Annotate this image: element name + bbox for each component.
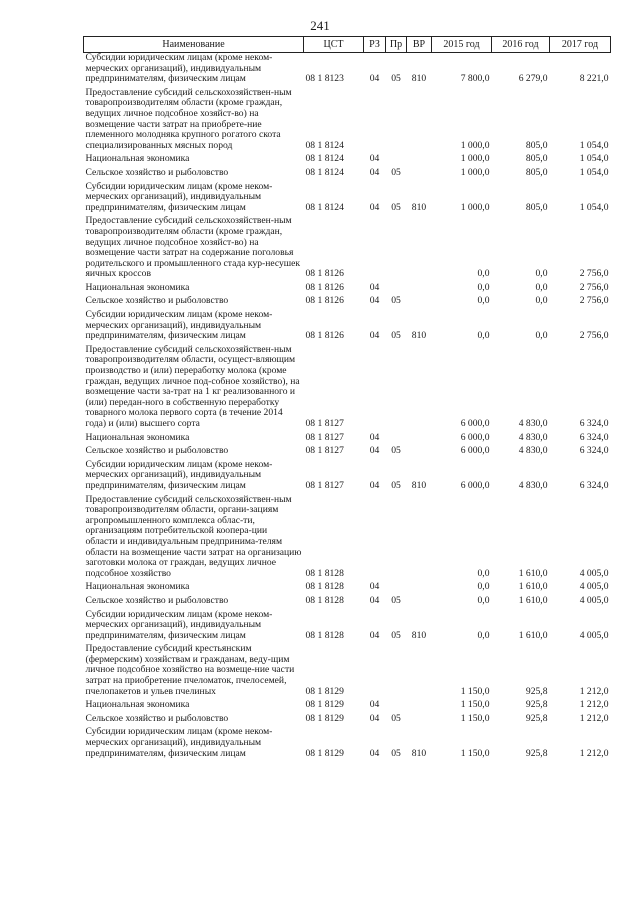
row-rz: 04 [369,629,380,641]
row-2015: 1 000,0 [460,153,490,165]
row-2017: 1 212,0 [579,699,609,711]
row-vr [407,345,432,433]
row-name: Субсидии юридическим лицам (кроме неком-мерческих организаций), индивидуальным предпринимателям, физическим лицам [85,726,273,759]
row-pr: 05 [391,73,401,85]
row-pr: 05 [391,747,401,759]
row-name: Сельское хозяйство и рыболовство [85,712,229,724]
row-vr: 810 [411,201,427,213]
row-name: Предоставление субсидий сельскохозяйствен-ным товаропроизводителям области, органи-зациям агропромышленного комплекса облас-ти, организациям потребительской коопера-ции области и индивидуальным предпринима-телям области на возмещение части затрат на организацию заготовки молока от граждан, ведущих личное подсобное хозяйство [85,493,302,579]
row-2017: 4 005,0 [579,581,609,593]
row-rz: 04 [369,330,380,342]
row-pr: 05 [391,201,401,213]
row-pr [386,154,407,168]
row-cst: 08 1 8127 [305,418,344,429]
row-2017: 1 212,0 [579,747,609,759]
header-2015: 2015 год [432,37,492,53]
row-vr [407,296,432,310]
row-2016: 0,0 [535,268,548,280]
row-pr [386,644,407,700]
row-cst: 08 1 8126 [305,295,344,307]
row-2016: 6 279,0 [518,73,548,85]
row-rz: 04 [369,431,380,443]
row-vr: 810 [411,629,427,641]
row-2016: 805,0 [525,166,548,178]
row-2016: 1 610,0 [518,629,548,641]
row-name: Сельское хозяйство и рыболовство [85,445,229,457]
row-2017: 1 054,0 [579,153,609,165]
header-rz: РЗ [364,37,386,53]
table-row [84,182,611,217]
row-2017: 1 054,0 [579,166,609,178]
row-cst: 08 1 8127 [305,479,344,491]
row-2015: 1 150,0 [460,712,490,724]
row-name: Сельское хозяйство и рыболовство [85,594,229,606]
table-row [84,596,611,610]
row-2015: 1 000,0 [460,166,490,178]
row-name: Субсидии юридическим лицам (кроме неком-мерческих организаций), индивидуальным предпринимателям, физическим лицам [85,309,273,342]
row-rz: 04 [369,712,380,724]
row-cst: 08 1 8129 [305,747,344,759]
row-2017: 1 212,0 [579,712,609,724]
row-name: Субсидии юридическим лицам (кроме неком-мерческих организаций), индивидуальным предпринимателям, физическим лицам [85,608,273,641]
row-pr [386,216,407,283]
row-rz [364,216,386,283]
row-name: Сельское хозяйство и рыболовство [85,166,229,178]
row-2015: 1 150,0 [460,685,490,697]
row-cst: 08 1 8127 [305,445,344,457]
table-row [84,283,611,297]
row-cst: 08 1 8127 [305,431,344,443]
table-row [84,310,611,345]
row-2016: 805,0 [525,139,548,151]
row-2017: 6 324,0 [579,445,609,457]
row-2016: 1 610,0 [518,581,548,593]
row-2016: 0,0 [535,281,548,293]
row-2017: 6 324,0 [579,431,609,443]
table-row [84,714,611,728]
row-2016: 4 830,0 [518,479,548,491]
table-row [84,644,611,700]
row-vr [407,88,432,155]
row-name: Предоставление субсидий сельскохозяйствен-ным товаропроизводителям области (кроме граждан, ведущих личное подсобное хозяйст-во) на возмещение части затрат на содержание поголовья родительского и промышленного стада кур-несушек яичных кроссов [85,215,301,280]
row-2017: 1 054,0 [579,201,609,213]
row-pr: 05 [391,712,401,724]
row-pr: 05 [391,479,401,491]
row-2015: 0,0 [477,330,490,342]
row-pr: 05 [391,166,401,178]
row-pr: 05 [391,445,401,457]
row-vr [407,596,432,610]
row-2017: 6 324,0 [579,418,609,429]
row-2015: 0,0 [477,268,490,280]
row-vr [407,644,432,700]
table-body [84,53,611,763]
table-row [84,345,611,433]
row-pr: 05 [391,295,401,307]
row-2016: 925,8 [525,712,548,724]
row-cst: 08 1 8128 [305,629,344,641]
table-row [84,446,611,460]
table-row [84,154,611,168]
row-vr [407,446,432,460]
row-2016: 805,0 [525,201,548,213]
row-2017: 4 005,0 [579,629,609,641]
row-pr [386,433,407,447]
row-2015: 0,0 [477,581,490,593]
row-2016: 4 830,0 [518,445,548,457]
table-row [84,727,611,762]
row-cst: 08 1 8126 [305,268,344,280]
table-header [84,37,611,53]
header-2017: 2017 год [550,37,611,53]
row-vr: 810 [411,747,427,759]
table-row [84,433,611,447]
row-name: Предоставление субсидий сельскохозяйствен-ным товаропроизводителям области (кроме граждан, ведущих личное подсобное хозяйст-во) на возмещение части затрат на приобрете-ние племенного молодняка крупного рогатого скота специализированных мясных пород [85,86,292,151]
row-rz: 04 [369,166,380,178]
row-name: Предоставление субсидий сельскохозяйствен-ным товаропроизводителям области, осущест-вляющим производство и (или) переработку молока (кроме граждан, ведущих личное под-собное хозяйство), на возмещение части за-трат на 1 кг реализованного и (или) передан-ного в собственную переработку товарного молока первого сорта (в течение 2014 года) и (или) высшего сорта [85,343,300,429]
page-number: 241 [310,18,330,33]
row-name: Национальная экономика [85,581,190,593]
row-vr [407,495,432,583]
row-2015: 0,0 [477,295,490,307]
row-2016: 4 830,0 [518,431,548,443]
row-cst: 08 1 8124 [305,201,344,213]
row-cst: 08 1 8124 [305,166,344,178]
row-pr [386,283,407,297]
row-rz [364,88,386,155]
row-vr [407,433,432,447]
row-2015: 1 150,0 [460,699,490,711]
row-vr [407,154,432,168]
row-2015: 1 000,0 [460,201,490,213]
row-pr: 05 [391,594,401,606]
header-cst: ЦСТ [304,37,364,53]
row-rz: 04 [369,295,380,307]
row-pr [386,345,407,433]
budget-table [83,36,611,762]
row-2015: 0,0 [477,567,490,579]
table-row [84,610,611,645]
row-pr: 05 [391,629,401,641]
row-2015: 1 150,0 [460,747,490,759]
row-2017: 2 756,0 [579,268,609,280]
table-row [84,216,611,283]
row-2015: 6 000,0 [460,431,490,443]
row-2017: 2 756,0 [579,295,609,307]
row-rz [364,644,386,700]
row-2015: 7 800,0 [460,73,490,85]
row-2017: 2 756,0 [579,281,609,293]
row-name: Предоставление субсидий крестьянским (фермерским) хозяйствам и гражданам, веду-щим личное подсобное хозяйство на возмеще-ние части затрат на приобретение пчеломаток, пчелосемей, пчелопакетов и ульев пчелиных [85,643,295,697]
table-row [84,700,611,714]
table-row [84,296,611,310]
row-vr [407,700,432,714]
row-2016: 1 610,0 [518,594,548,606]
row-pr [386,700,407,714]
row-rz: 04 [369,747,380,759]
row-2017: 2 756,0 [579,330,609,342]
row-cst: 08 1 8123 [305,73,344,85]
table-row [84,88,611,155]
row-cst: 08 1 8128 [305,581,344,593]
header-vr: ВР [407,37,432,53]
row-2016: 925,8 [525,685,548,697]
row-cst: 08 1 8124 [305,139,344,151]
row-rz [364,495,386,583]
row-2016: 0,0 [535,330,548,342]
row-2015: 6 000,0 [460,445,490,457]
row-cst: 08 1 8129 [305,685,344,697]
table-row [84,495,611,583]
row-vr: 810 [411,330,427,342]
row-cst: 08 1 8124 [305,153,344,165]
row-pr [386,495,407,583]
row-cst: 08 1 8128 [305,567,344,579]
row-rz: 04 [369,153,380,165]
row-vr [407,283,432,297]
row-cst: 08 1 8126 [305,281,344,293]
row-cst: 08 1 8128 [305,594,344,606]
row-2015: 0,0 [477,281,490,293]
row-2016: 925,8 [525,747,548,759]
table-row [84,582,611,596]
row-name: Национальная экономика [85,431,190,443]
row-vr [407,168,432,182]
row-2016: 925,8 [525,699,548,711]
row-vr [407,714,432,728]
row-cst: 08 1 8129 [305,699,344,711]
row-rz: 04 [369,201,380,213]
table-row [84,168,611,182]
row-vr [407,582,432,596]
row-2017: 8 221,0 [579,73,609,85]
row-vr: 810 [411,73,427,85]
row-2017: 1 212,0 [579,685,609,697]
row-rz: 04 [369,73,380,85]
row-name: Национальная экономика [85,699,190,711]
row-2015: 0,0 [477,594,490,606]
table-row [84,53,611,88]
table-row [84,460,611,495]
row-2017: 4 005,0 [579,567,609,579]
row-2015: 6 000,0 [460,418,490,429]
row-2016: 805,0 [525,153,548,165]
row-cst: 08 1 8129 [305,712,344,724]
row-2015: 1 000,0 [460,139,490,151]
row-rz: 04 [369,281,380,293]
row-rz: 04 [369,594,380,606]
row-rz: 04 [369,445,380,457]
row-pr [386,582,407,596]
row-2017: 4 005,0 [579,594,609,606]
row-pr [386,88,407,155]
row-rz: 04 [369,699,380,711]
row-rz [364,345,386,433]
row-vr: 810 [411,479,427,491]
row-vr [407,216,432,283]
row-2017: 1 054,0 [579,139,609,151]
row-name: Субсидии юридическим лицам (кроме неком-мерческих организаций), индивидуальным предпринимателям, физическим лицам [85,180,273,213]
row-2015: 0,0 [477,629,490,641]
row-2017: 6 324,0 [579,479,609,491]
header-pr: Пр [386,37,407,53]
row-cst: 08 1 8126 [305,330,344,342]
row-2016: 1 610,0 [518,567,548,579]
header-2016: 2016 год [492,37,550,53]
row-name: Национальная экономика [85,281,190,293]
row-name: Субсидии юридическим лицам (кроме неком-мерческих организаций), индивидуальным предпринимателям, физическим лицам [85,52,273,85]
row-name: Субсидии юридическим лицам (кроме неком-мерческих организаций), индивидуальным предпринимателям, физическим лицам [85,458,273,491]
row-rz: 04 [369,479,380,491]
row-2016: 4 830,0 [518,418,548,429]
row-2015: 6 000,0 [460,479,490,491]
row-pr: 05 [391,330,401,342]
row-name: Национальная экономика [85,153,190,165]
header-name: Наименование [84,37,304,53]
row-name: Сельское хозяйство и рыболовство [85,295,229,307]
row-rz: 04 [369,581,380,593]
row-2016: 0,0 [535,295,548,307]
